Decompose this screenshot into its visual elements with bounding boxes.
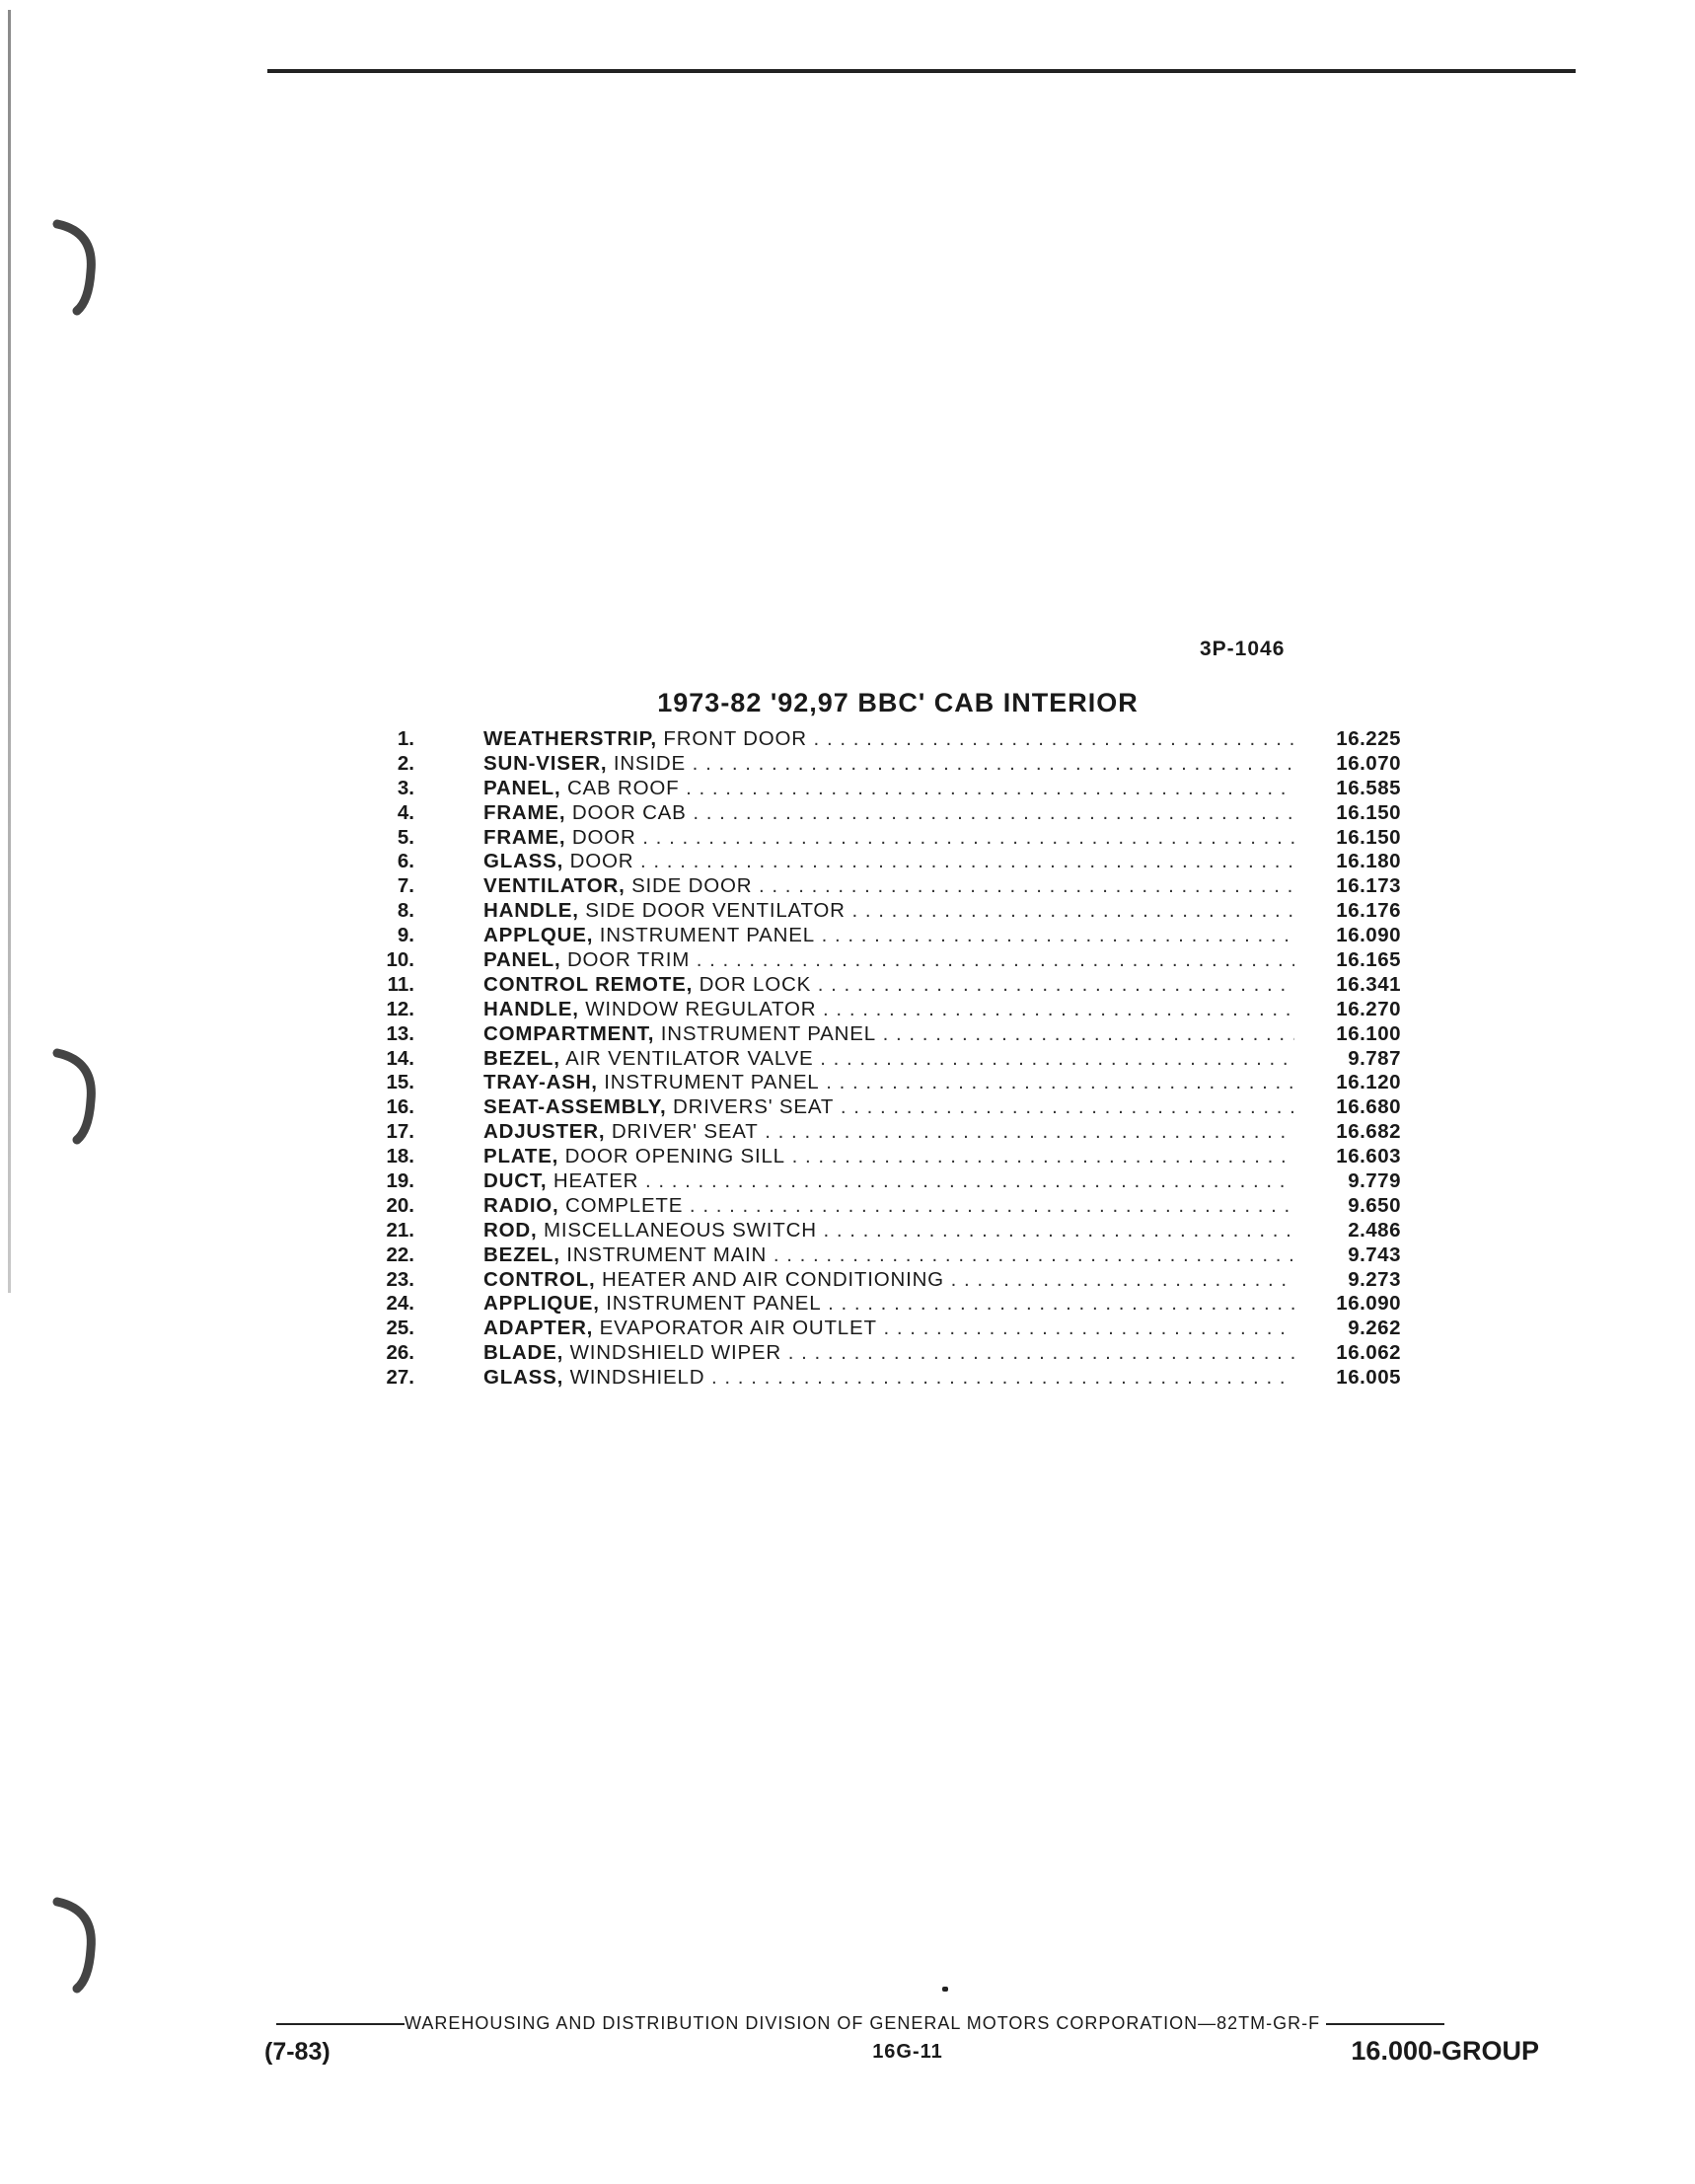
parts-row [375, 998, 1411, 1022]
parts-row [375, 777, 1411, 801]
footer-rule-right [1326, 2023, 1444, 2025]
part-description [483, 1071, 1294, 1095]
part-description [483, 924, 1294, 948]
part-group-code: 16.603 [1336, 1145, 1401, 1168]
parts-row [375, 1243, 1411, 1268]
parts-row [375, 924, 1411, 948]
part-subname: DOOR CAB [565, 800, 687, 824]
part-number: 9. [397, 924, 414, 947]
part-number: 11. [387, 972, 414, 996]
part-group-code: 16.225 [1336, 727, 1401, 750]
part-subname: WINDSHIELD [563, 1366, 705, 1390]
part-group-code: 16.150 [1336, 800, 1401, 824]
part-subname: CAB ROOF [560, 776, 680, 799]
binder-edge [8, 10, 11, 1293]
part-name: GLASS, [483, 850, 564, 873]
part-subname: WINDOW REGULATOR [578, 997, 817, 1020]
parts-row [375, 752, 1411, 777]
part-name: BEZEL, [483, 1243, 560, 1266]
part-description [483, 1317, 1294, 1341]
part-number: 3. [397, 776, 414, 799]
part-group-code: 16.173 [1336, 874, 1401, 898]
part-number: 6. [397, 850, 414, 873]
part-number: 19. [386, 1169, 414, 1193]
part-description [483, 1145, 1294, 1169]
parts-row [375, 874, 1411, 899]
parts-row [375, 1268, 1411, 1293]
parts-row [375, 899, 1411, 924]
part-name: SEAT-ASSEMBLY, [483, 1095, 667, 1119]
part-group-code: 16.585 [1336, 776, 1401, 799]
part-name: FRAME, [483, 825, 566, 849]
part-number: 23. [386, 1267, 414, 1291]
part-description [483, 1095, 1294, 1120]
part-name: HANDLE, [483, 899, 579, 923]
part-subname: HEATER [547, 1169, 639, 1193]
part-number: 10. [386, 948, 414, 972]
parts-row [375, 1341, 1411, 1366]
part-group-code: 16.180 [1336, 850, 1401, 873]
part-group-code: 16.165 [1336, 948, 1401, 972]
parts-row [375, 1022, 1411, 1047]
part-name: PANEL, [483, 948, 561, 972]
part-name: GLASS, [483, 1366, 564, 1390]
part-name: PLATE, [483, 1145, 559, 1168]
part-description [483, 1120, 1294, 1145]
part-name: SUN-VISER, [483, 751, 608, 775]
part-subname: EVAPORATOR AIR OUTLET [593, 1317, 877, 1340]
part-description [483, 727, 1294, 752]
binder-hole-top [47, 212, 107, 321]
part-description [483, 998, 1294, 1022]
part-description [483, 1169, 1294, 1194]
part-subname: DRIVER' SEAT [605, 1120, 759, 1144]
page-dot [942, 1987, 948, 1992]
part-group-code: 16.270 [1336, 997, 1401, 1020]
part-subname: DOOR OPENING SILL [558, 1145, 785, 1168]
parts-row [375, 1219, 1411, 1243]
parts-row [375, 1120, 1411, 1145]
part-description [483, 1366, 1294, 1391]
parts-row [375, 1292, 1411, 1317]
part-subname: HEATER AND AIR CONDITIONING [595, 1267, 944, 1291]
part-number: 22. [386, 1243, 414, 1266]
parts-list [375, 727, 1411, 1391]
part-number: 25. [386, 1317, 414, 1340]
part-number: 14. [386, 1046, 414, 1070]
page-title: 1973-82 '92,97 BBC' CAB INTERIOR [657, 688, 1139, 717]
part-name: CONTROL, [483, 1267, 596, 1291]
part-subname: INSTRUMENT MAIN [559, 1243, 768, 1266]
part-number: 26. [386, 1341, 414, 1365]
part-number: 7. [397, 874, 414, 898]
part-number: 4. [397, 800, 414, 824]
part-number: 20. [386, 1193, 414, 1217]
part-description [483, 1243, 1294, 1268]
footer-group: 16.000-GROUP [1351, 2036, 1539, 2066]
part-description [483, 1022, 1294, 1047]
parts-row [375, 1317, 1411, 1341]
part-group-code: 16.090 [1336, 1292, 1401, 1316]
part-name: FRAME, [483, 800, 566, 824]
part-subname: FRONT DOOR [656, 727, 807, 750]
part-number: 13. [386, 1021, 414, 1045]
part-number: 2. [397, 751, 414, 775]
part-name: COMPARTMENT, [483, 1021, 655, 1045]
part-subname: INSTRUMENT PANEL [597, 1071, 820, 1094]
part-subname: INSTRUMENT PANEL [599, 1292, 822, 1316]
footer-date: (7-83) [264, 2038, 331, 2066]
part-name: VENTILATOR, [483, 874, 626, 898]
parts-row [375, 850, 1411, 874]
part-description [483, 899, 1294, 924]
parts-row [375, 1366, 1411, 1391]
part-name: ADAPTER, [483, 1317, 594, 1340]
part-group-code: 16.062 [1336, 1341, 1401, 1365]
part-group-code: 9.273 [1348, 1267, 1401, 1291]
part-name: BEZEL, [483, 1046, 560, 1070]
part-description [483, 752, 1294, 777]
part-group-code: 9.779 [1348, 1169, 1401, 1193]
part-subname: SIDE DOOR VENTILATOR [578, 899, 846, 923]
part-name: HANDLE, [483, 997, 579, 1020]
part-description [483, 1047, 1294, 1072]
part-name: TRAY-ASH, [483, 1071, 598, 1094]
part-number: 24. [386, 1292, 414, 1316]
parts-row [375, 801, 1411, 826]
footer-rule-left [276, 2023, 405, 2025]
parts-row [375, 1047, 1411, 1072]
part-number: 16. [386, 1095, 414, 1119]
part-subname: INSTRUMENT PANEL [593, 924, 815, 947]
part-number: 17. [386, 1120, 414, 1144]
parts-row [375, 948, 1411, 973]
part-group-code: 16.090 [1336, 924, 1401, 947]
part-group-code: 9.650 [1348, 1193, 1401, 1217]
part-name: ADJUSTER, [483, 1120, 606, 1144]
parts-row [375, 973, 1411, 998]
part-name: APPLQUE, [483, 924, 594, 947]
parts-row [375, 1145, 1411, 1169]
part-description [483, 850, 1294, 874]
part-number: 5. [397, 825, 414, 849]
part-subname: MISCELLANEOUS SWITCH [537, 1218, 817, 1242]
part-name: DUCT, [483, 1169, 548, 1193]
part-description [483, 1194, 1294, 1219]
part-description [483, 973, 1294, 998]
part-group-code: 16.120 [1336, 1071, 1401, 1094]
part-subname: DOOR [565, 825, 636, 849]
part-number: 8. [397, 899, 414, 923]
top-rule [267, 69, 1576, 73]
part-description [483, 874, 1294, 899]
part-group-code: 16.100 [1336, 1021, 1401, 1045]
part-group-code: 16.070 [1336, 751, 1401, 775]
parts-row [375, 1169, 1411, 1194]
part-name: CONTROL REMOTE, [483, 972, 694, 996]
part-number: 27. [386, 1366, 414, 1390]
part-group-code: 16.680 [1336, 1095, 1401, 1119]
part-name: PANEL, [483, 776, 561, 799]
part-name: WEATHERSTRIP, [483, 727, 657, 750]
part-description [483, 1268, 1294, 1293]
part-number: 15. [386, 1071, 414, 1094]
part-group-code: 16.176 [1336, 899, 1401, 923]
part-subname: COMPLETE [558, 1193, 684, 1217]
part-description [483, 1341, 1294, 1366]
footer-publisher: WAREHOUSING AND DISTRIBUTION DIVISION OF GENERAL MOTORS CORPORATION—82TM-GR-F [405, 2013, 1321, 2033]
part-description [483, 826, 1294, 851]
footer-publisher-line [276, 2013, 1539, 2034]
part-subname: DRIVERS' SEAT [666, 1095, 835, 1119]
part-subname: INSTRUMENT PANEL [654, 1021, 876, 1045]
part-name: ROD, [483, 1218, 538, 1242]
part-group-code: 9.743 [1348, 1243, 1401, 1266]
part-number: 21. [386, 1218, 414, 1242]
part-group-code: 9.787 [1348, 1046, 1401, 1070]
part-number: 12. [386, 997, 414, 1020]
binder-hole-bottom [47, 1890, 107, 1998]
part-subname: WINDSHIELD WIPER [563, 1341, 782, 1365]
part-group-code: 16.682 [1336, 1120, 1401, 1144]
part-group-code: 9.262 [1348, 1317, 1401, 1340]
part-group-code: 2.486 [1348, 1218, 1401, 1242]
part-number: 1. [397, 727, 414, 750]
part-subname: DOR LOCK [693, 972, 812, 996]
part-subname: DOOR TRIM [560, 948, 691, 972]
part-name: APPLIQUE, [483, 1292, 600, 1316]
part-subname: SIDE DOOR [625, 874, 753, 898]
part-name: RADIO, [483, 1193, 559, 1217]
footer-page-number: 16G-11 [872, 2041, 943, 2063]
part-description [483, 948, 1294, 973]
parts-row [375, 727, 1411, 752]
part-group-code: 16.005 [1336, 1366, 1401, 1390]
part-number: 18. [386, 1145, 414, 1168]
part-description [483, 801, 1294, 826]
figure-code: 3P-1046 [1200, 638, 1286, 660]
parts-row [375, 826, 1411, 851]
part-group-code: 16.150 [1336, 825, 1401, 849]
part-group-code: 16.341 [1336, 972, 1401, 996]
part-subname: AIR VENTILATOR VALVE [559, 1046, 814, 1070]
part-name: BLADE, [483, 1341, 564, 1365]
part-subname: DOOR [563, 850, 634, 873]
binder-hole-middle [47, 1041, 107, 1150]
parts-row [375, 1194, 1411, 1219]
part-subname: INSIDE [607, 751, 686, 775]
part-description [483, 777, 1294, 801]
part-description [483, 1292, 1294, 1317]
parts-row [375, 1071, 1411, 1095]
part-description [483, 1219, 1294, 1243]
parts-row [375, 1095, 1411, 1120]
